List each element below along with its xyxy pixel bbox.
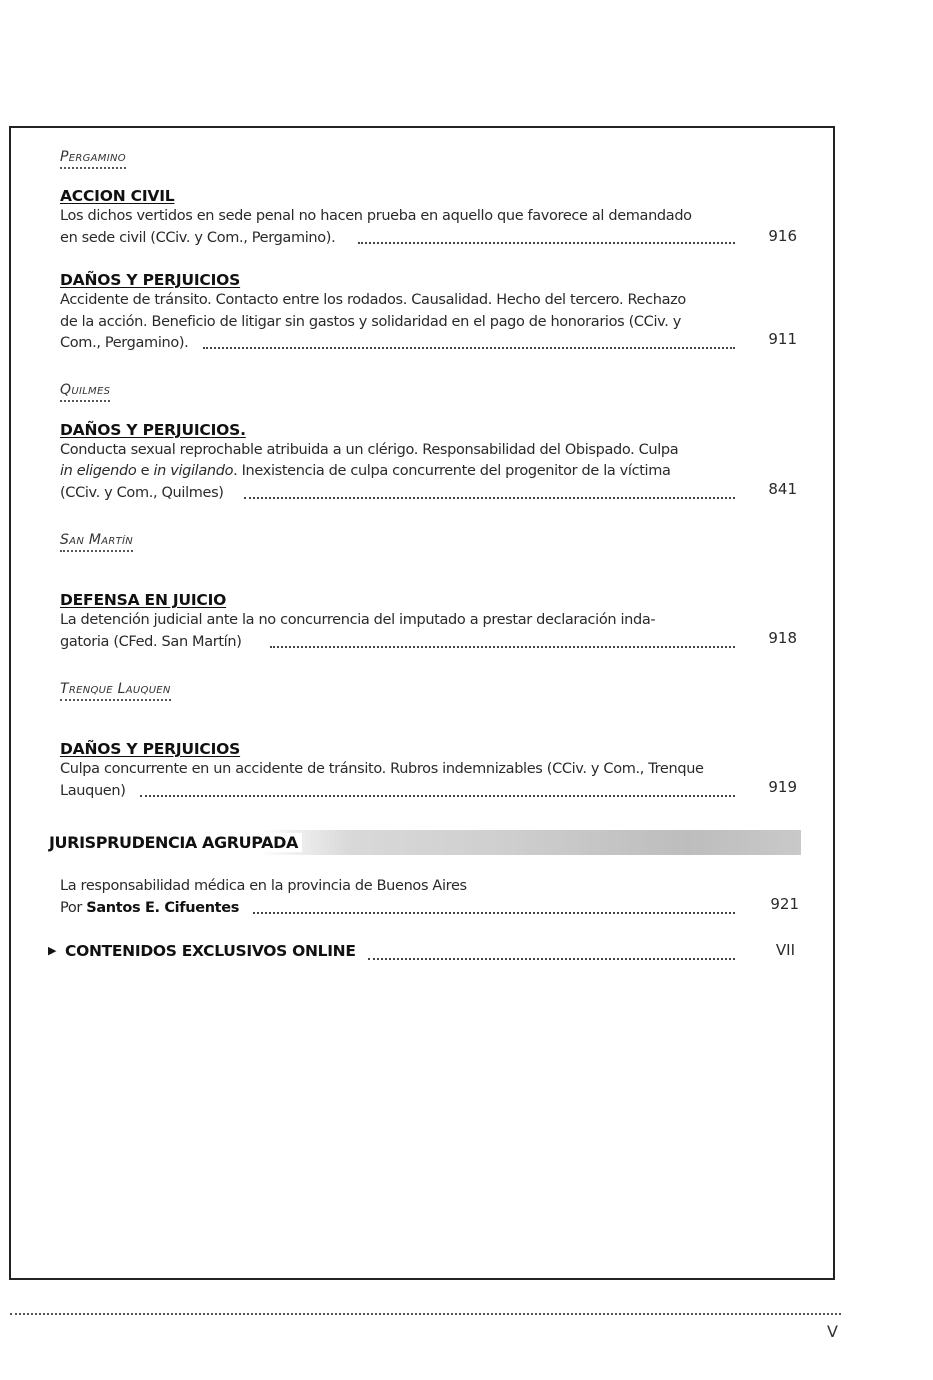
entry-text-line: Accidente de tránsito. Contacto entre los rodados. Causalidad. Hecho del tercero. Rechazo xyxy=(60,292,686,308)
court-heading-trenque-lauquen: Trenque Lauquen xyxy=(60,681,171,701)
footer-page-number: V xyxy=(827,1322,838,1341)
article-byline: Por Santos E. Cifuentes xyxy=(60,900,240,916)
footer-dotted-rule xyxy=(10,1313,841,1315)
entry-text-line: en sede civil (CCiv. y Com., Pergamino). xyxy=(60,230,336,246)
page-number[interactable]: 918 xyxy=(768,629,797,647)
entry-text-line: Conducta sexual reprochable atribuida a un clérigo. Responsabilidad del Obispado. Culpa xyxy=(60,442,679,458)
section-banner-title: JURISPRUDENCIA AGRUPADA xyxy=(49,833,302,852)
topic-danos-y-perjuicios[interactable]: DAÑOS Y PERJUICIOS xyxy=(60,271,241,289)
entry-text-line: Los dichos vertidos en sede penal no hacen prueba en aquello que favorece al demandado xyxy=(60,208,692,224)
dot-leader xyxy=(253,912,735,914)
topic-defensa-en-juicio[interactable]: DEFENSA EN JUICIO xyxy=(60,591,227,609)
entry-text-line: (CCiv. y Com., Quilmes) xyxy=(60,485,224,501)
dot-leader xyxy=(140,795,735,797)
entry-text-line: gatoria (CFed. San Martín) xyxy=(60,634,242,650)
author-name: Santos E. Cifuentes xyxy=(86,900,240,916)
page-number[interactable]: 841 xyxy=(768,480,797,498)
latin-term: in eligendo xyxy=(60,463,137,479)
court-heading-san-martin: San Martín xyxy=(60,532,133,552)
dot-leader xyxy=(270,646,735,648)
entry-text-line: Culpa concurrente en un accidente de tránsito. Rubros indemnizables (CCiv. y Com., Trenque xyxy=(60,761,704,777)
entry-text-line: Lauquen) xyxy=(60,783,126,799)
page-number[interactable]: 919 xyxy=(768,778,797,796)
topic-accion-civil[interactable]: ACCION CIVIL xyxy=(60,187,175,205)
dot-leader xyxy=(244,497,735,499)
page-number[interactable]: 916 xyxy=(768,227,797,245)
play-arrow-icon: ▶ xyxy=(48,944,57,957)
latin-term: in vigilando xyxy=(153,463,234,479)
online-content-link[interactable]: CONTENIDOS EXCLUSIVOS ONLINE xyxy=(65,942,356,960)
page-number[interactable]: VII xyxy=(775,941,795,959)
court-heading-pergamino: Pergamino xyxy=(60,149,126,169)
entry-text-line: Com., Pergamino). xyxy=(60,335,189,351)
entry-text-line: in eligendo e in vigilando. Inexistencia de culpa concurrente del progenitor de la víctima xyxy=(60,463,671,479)
article-title[interactable]: La responsabilidad médica en la provincia de Buenos Aires xyxy=(60,878,467,894)
page-number[interactable]: 911 xyxy=(768,330,797,348)
entry-text-line: La detención judicial ante la no concurrencia del imputado a prestar declaración inda- xyxy=(60,612,656,628)
court-heading-quilmes: Quilmes xyxy=(60,382,110,402)
dot-leader xyxy=(203,347,735,349)
dot-leader xyxy=(358,242,735,244)
topic-danos-y-perjuicios[interactable]: DAÑOS Y PERJUICIOS xyxy=(60,740,241,758)
page-number[interactable]: 921 xyxy=(770,895,799,913)
entry-text-line: de la acción. Beneficio de litigar sin gastos y solidaridad en el pago de honorarios (CCiv. y xyxy=(60,314,681,330)
topic-danos-y-perjuicios[interactable]: DAÑOS Y PERJUICIOS. xyxy=(60,421,246,439)
dot-leader xyxy=(368,958,735,960)
